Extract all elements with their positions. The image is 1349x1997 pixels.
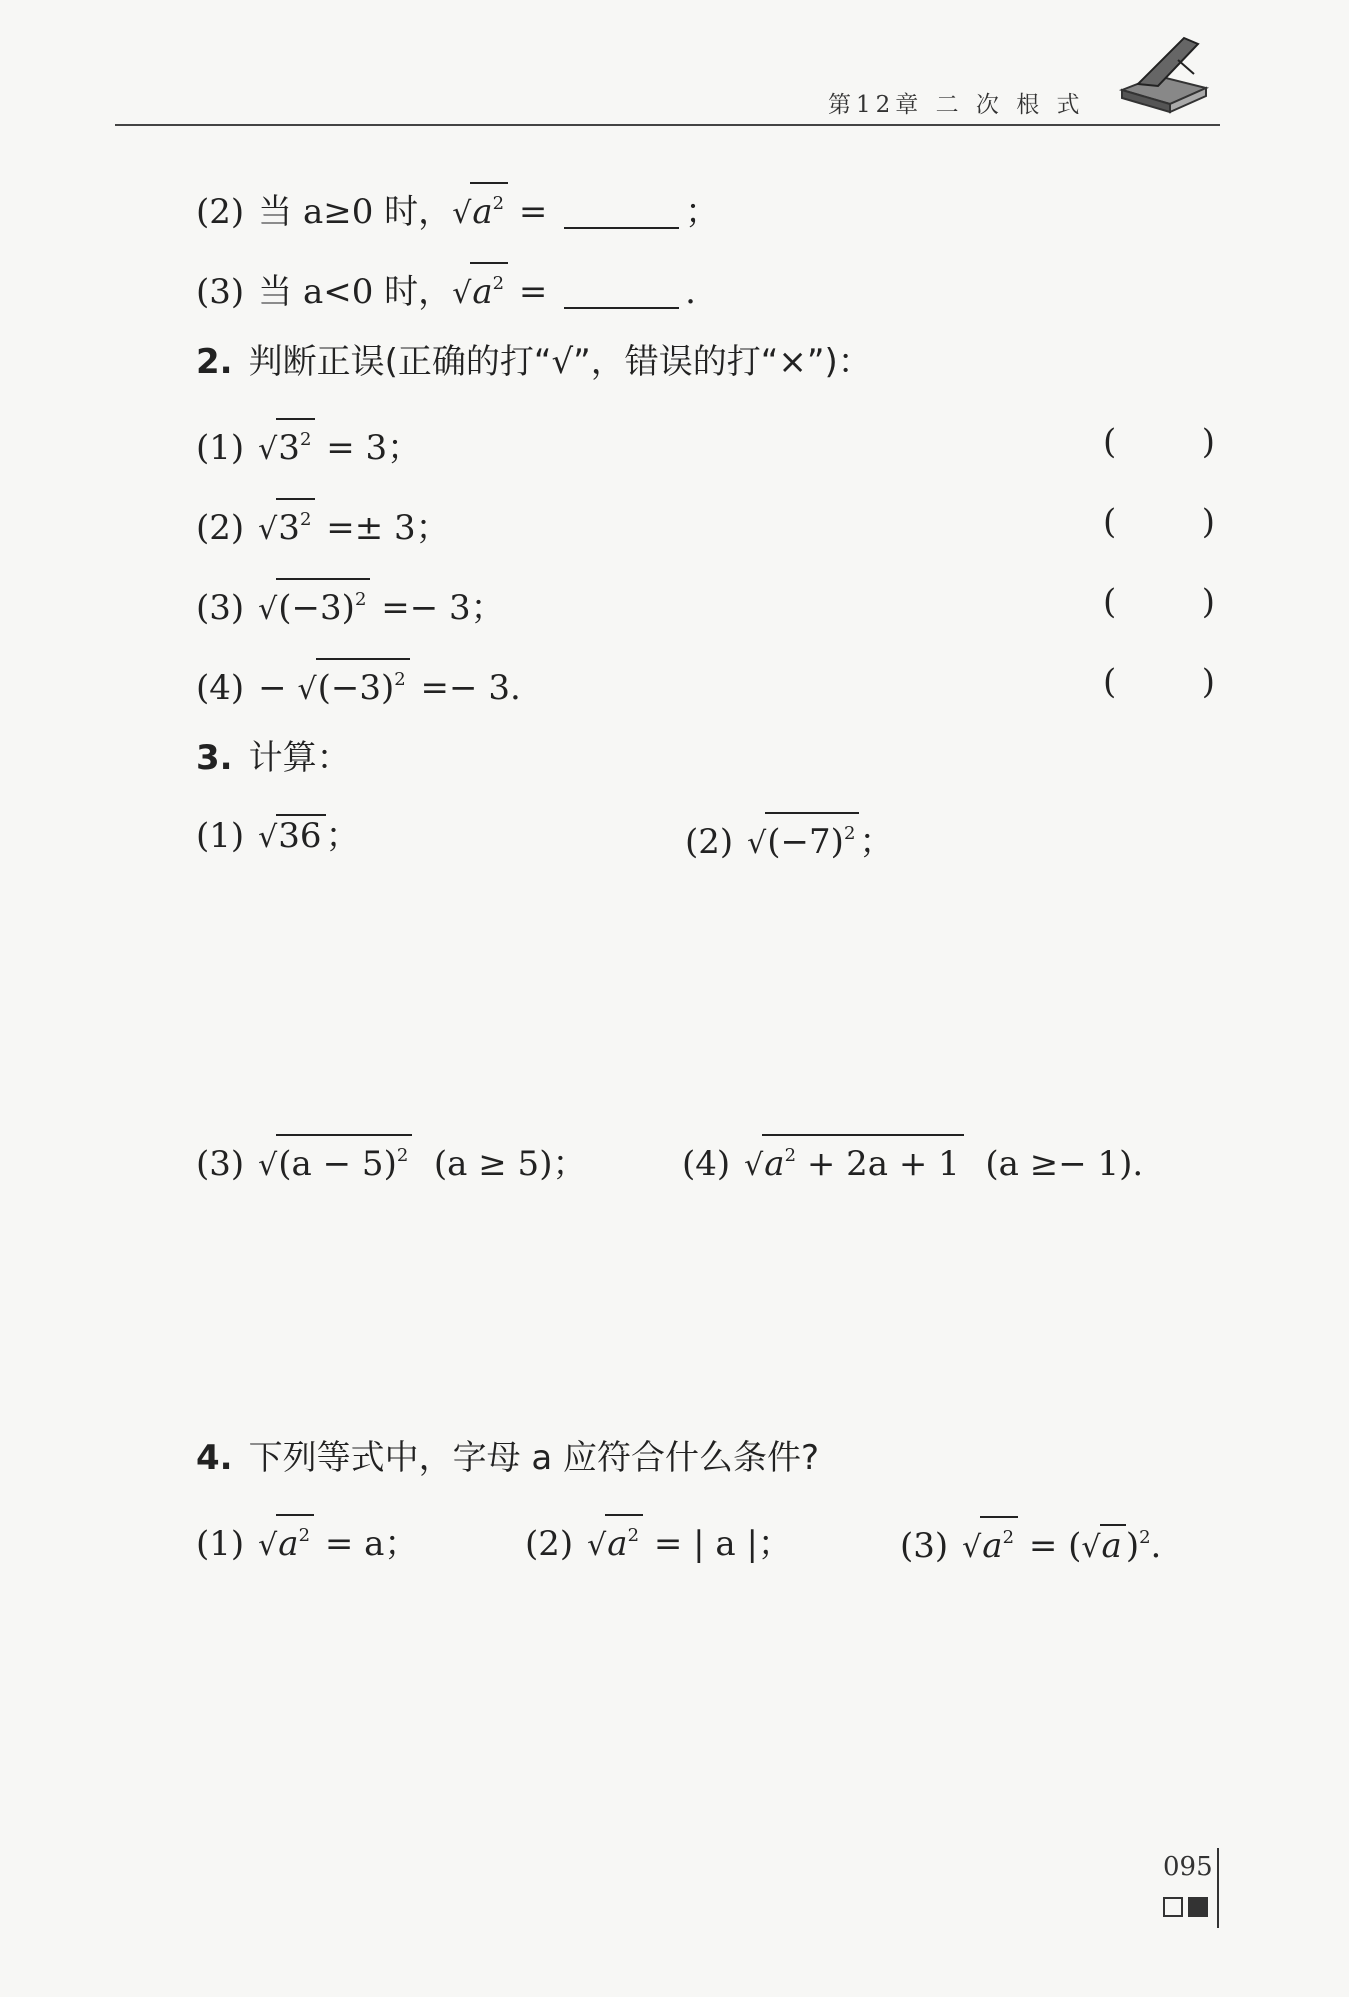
q3-item-4: (4) $√a^2 + 2a + 1$ (a ≥− 1). (682, 1134, 1143, 1190)
q3-item-1: (1) √36 ； (196, 816, 360, 856)
page-rule (1217, 1848, 1219, 1928)
q2-item-1: (1) $√3^2 = 3$； (196, 418, 421, 474)
q2-title: 2. 判断正误(正确的打“√”，错误的打“×”)： (196, 342, 872, 382)
q2-item-3: (3) $√(-3)^2 =- 3$； (196, 578, 505, 634)
q3-title: 3. 计算： (196, 738, 351, 778)
q4-item-1: (1) $√a^2 = a$； (196, 1514, 418, 1570)
book-icon (1118, 30, 1210, 114)
square-filled-icon (1188, 1897, 1208, 1917)
chapter-header: 第12章 二 次 根 式 (828, 92, 1085, 118)
q4-title: 4. 下列等式中，字母 a 应符合什么条件? (196, 1438, 820, 1478)
q3-item-3: (3) $√(a - 5)^2$ (a ≥ 5)； (196, 1134, 586, 1190)
answer-blank[interactable] (564, 273, 679, 309)
q2-item-2: (2) $√3^2 =\pm 3$； (196, 498, 450, 554)
answer-parens[interactable]: ( ) (1103, 662, 1215, 702)
answer-parens[interactable]: ( ) (1103, 422, 1215, 462)
page-number: 095 (1163, 1852, 1213, 1882)
q4-item-2: (2) $√a^2$ = | a |； (525, 1514, 792, 1570)
answer-parens[interactable]: ( ) (1103, 502, 1215, 542)
q3-item-2: (2) $√(-7)^2$ ； (685, 812, 893, 868)
q1-item-3: (3) 当 a<0 时，$√a^2$ = . (196, 262, 696, 318)
square-outline-icon (1163, 1897, 1183, 1917)
header-rule (115, 124, 1220, 126)
q4-item-3: (3) $√a^2 = (√a$ )$^2$. (900, 1514, 1161, 1572)
answer-parens[interactable]: ( ) (1103, 582, 1215, 622)
q2-item-4: $(4) - √(-3)^2 =- 3$. (196, 658, 521, 714)
q1-item-2: (2) 当 a≥0 时，$√a^2$ = ； (196, 182, 719, 238)
answer-blank[interactable] (564, 193, 679, 229)
